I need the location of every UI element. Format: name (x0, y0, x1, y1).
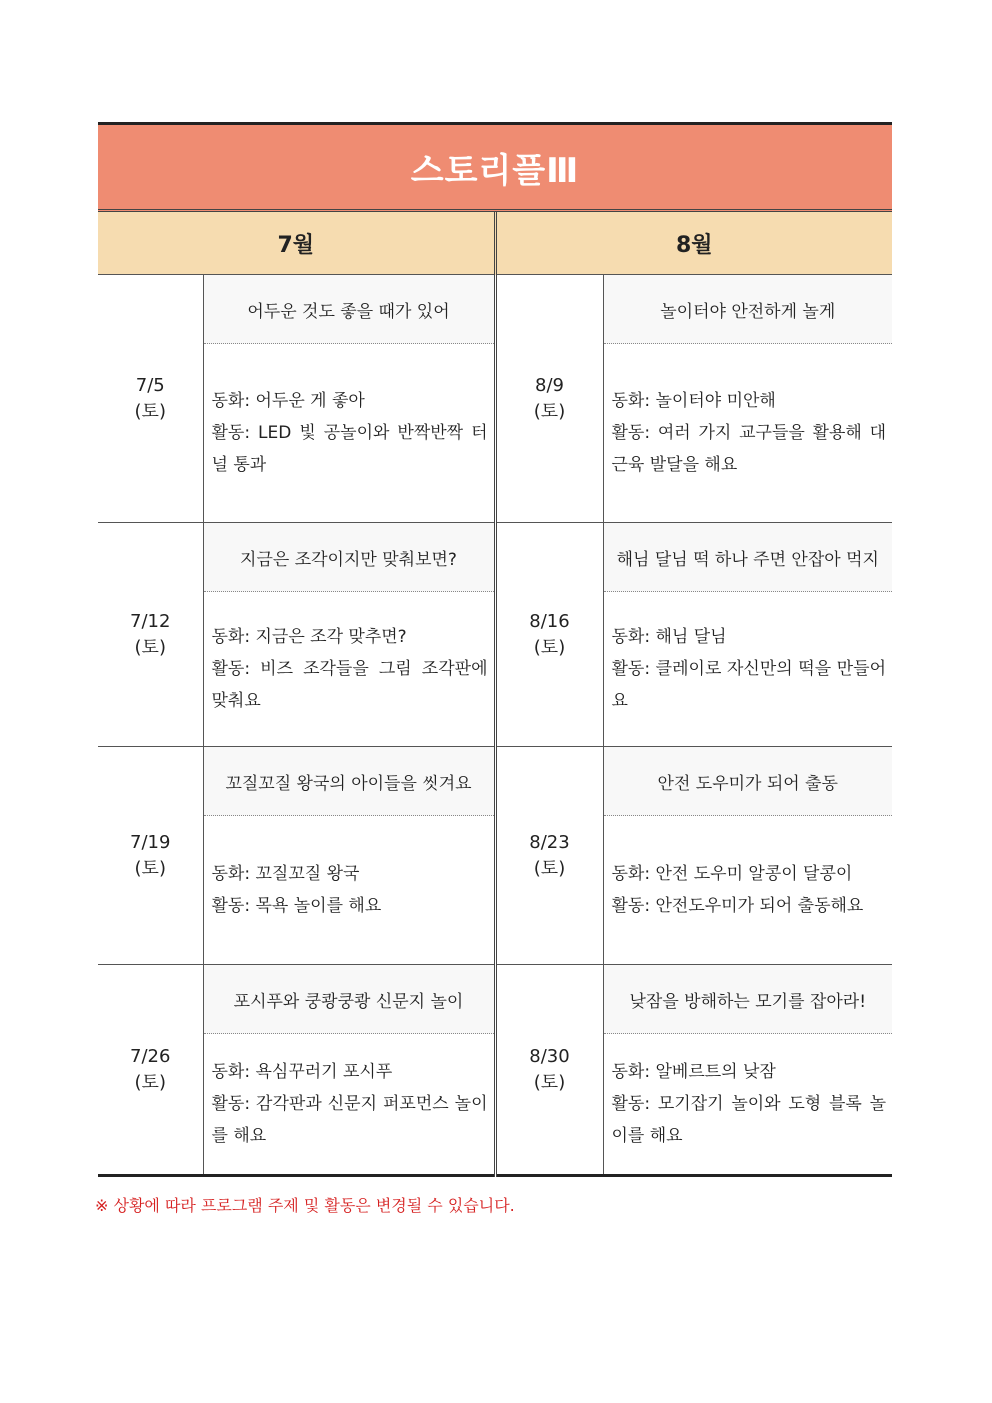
date-label: 8/16 (529, 610, 570, 632)
day-label: (토) (533, 400, 566, 422)
date-label: 8/23 (529, 831, 570, 853)
date-cell (495, 523, 603, 747)
activity-text: 활동: 여러 가지 교구들을 활용해 대근육 발달을 해요 (611, 423, 887, 475)
date-cell (98, 523, 203, 747)
day-label: (토) (134, 636, 166, 658)
story-text: 동화: 어두운 게 좋아 (211, 391, 365, 411)
activity-text: 활동: 모기잡기 놀이와 도형 블록 놀이를 해요 (611, 1094, 887, 1146)
detail-cell (603, 592, 892, 747)
date-cell (495, 747, 603, 965)
topic-cell: 낮잠을 방해하는 모기를 잡아라! (603, 965, 892, 1034)
story-text: 동화: 꼬질꼬질 왕국 (211, 864, 360, 884)
story-text: 동화: 욕심꾸러기 포시푸 (211, 1062, 393, 1082)
month-header-july: 7월 (98, 211, 495, 275)
day-label: (토) (134, 1071, 166, 1093)
story-text: 동화: 놀이터야 미안해 (611, 391, 776, 411)
schedule-table (98, 122, 892, 1177)
detail-cell (203, 344, 495, 523)
day-label: (토) (533, 636, 566, 658)
topic-cell: 포시푸와 쿵쾅쿵쾅 신문지 놀이 (203, 965, 495, 1034)
day-label: (토) (134, 857, 166, 879)
day-label: (토) (134, 400, 166, 422)
footnote-notice: ※ 상황에 따라 프로그램 주제 및 활동은 변경될 수 있습니다. (95, 1196, 515, 1215)
story-text: 동화: 알베르트의 낮잠 (611, 1062, 776, 1082)
activity-text: 활동: 안전도우미가 되어 출동해요 (611, 896, 864, 916)
day-label: (토) (533, 1071, 566, 1093)
activity-text: 활동: 목욕 놀이를 해요 (211, 896, 382, 916)
date-label: 7/19 (130, 831, 171, 853)
date-cell (98, 747, 203, 965)
activity-text: 활동: LED 빛 공놀이와 반짝반짝 터널 통과 (211, 423, 488, 475)
date-cell (495, 965, 603, 1176)
activity-text: 활동: 감각판과 신문지 퍼포먼스 놀이를 해요 (211, 1094, 488, 1146)
detail-cell (203, 592, 495, 747)
month-header-august: 8월 (495, 211, 892, 275)
schedule-sheet (98, 122, 892, 1177)
activity-text: 활동: 클레이로 자신만의 떡을 만들어요 (611, 659, 887, 711)
topic-cell: 지금은 조각이지만 맞춰보면? (203, 523, 495, 592)
topic-cell: 꼬질꼬질 왕국의 아이들을 씻겨요 (203, 747, 495, 816)
day-label: (토) (533, 857, 566, 879)
topic-cell: 안전 도우미가 되어 출동 (603, 747, 892, 816)
date-label: 8/9 (535, 374, 564, 396)
topic-cell: 해님 달님 떡 하나 주면 안잡아 먹지 (603, 523, 892, 592)
date-cell (98, 965, 203, 1176)
table-title: 스토리플Ⅲ (98, 124, 892, 211)
date-label: 8/30 (529, 1045, 570, 1067)
topic-cell: 어두운 것도 좋을 때가 있어 (203, 275, 495, 344)
detail-cell (603, 1034, 892, 1176)
activity-text: 활동: 비즈 조각들을 그림 조각판에 맞춰요 (211, 659, 488, 711)
story-text: 동화: 지금은 조각 맞추면? (211, 627, 407, 647)
story-text: 동화: 해님 달님 (611, 627, 727, 647)
detail-cell (603, 816, 892, 965)
date-cell (98, 275, 203, 523)
date-label: 7/12 (130, 610, 171, 632)
detail-cell (203, 1034, 495, 1176)
date-label: 7/26 (130, 1045, 171, 1067)
date-cell (495, 275, 603, 523)
date-label: 7/5 (135, 374, 165, 396)
topic-cell: 놀이터야 안전하게 놀게 (603, 275, 892, 344)
story-text: 동화: 안전 도우미 알콩이 달콩이 (611, 864, 853, 884)
detail-cell (203, 816, 495, 965)
detail-cell (603, 344, 892, 523)
